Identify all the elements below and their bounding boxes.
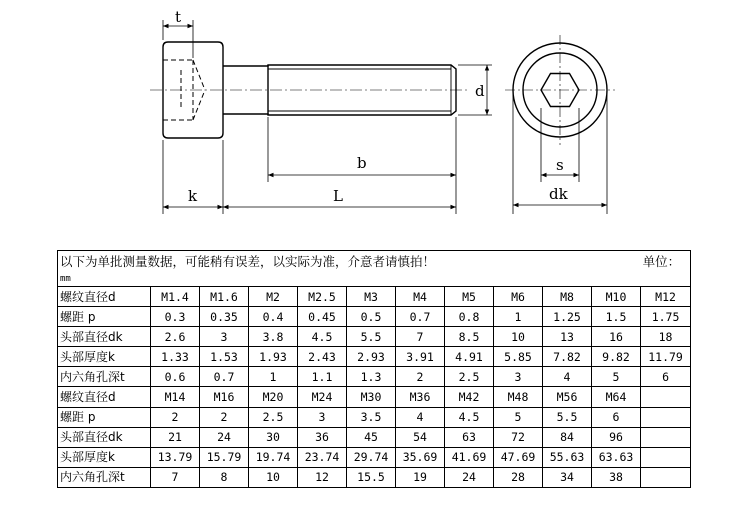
table-cell: M48	[494, 387, 543, 407]
table-cell: M56	[543, 387, 592, 407]
table-cell: 96	[592, 427, 641, 447]
table-cell: 1.33	[151, 347, 200, 367]
table-cell: 63	[445, 427, 494, 447]
table-cell: 47.69	[494, 447, 543, 467]
table-cell: 45	[347, 427, 396, 447]
table-cell: 38	[592, 467, 641, 487]
table-cell: M24	[298, 387, 347, 407]
table-cell: 5.85	[494, 347, 543, 367]
table-cell: 1.75	[641, 307, 691, 327]
table-cell: 19	[396, 467, 445, 487]
table-cell: 16	[592, 327, 641, 347]
unit-label: 单位：	[642, 253, 681, 269]
row-label: 头部厚度k	[58, 447, 151, 467]
note-row	[58, 251, 691, 273]
screw-technical-drawing	[0, 0, 750, 235]
table-row	[58, 327, 691, 347]
table-cell	[641, 447, 691, 467]
table-cell: 21	[151, 427, 200, 447]
row-label: 螺距 p	[58, 307, 151, 327]
table-cell: 0.4	[249, 307, 298, 327]
row-label: 头部直径dk	[58, 427, 151, 447]
table-cell: 72	[494, 427, 543, 447]
table-cell: 41.69	[445, 447, 494, 467]
dim-label-L: L	[333, 187, 343, 205]
table-cell: 8	[200, 467, 249, 487]
row-label: 螺距 p	[58, 407, 151, 427]
table-cell: 1.5	[592, 307, 641, 327]
table-cell: 29.74	[347, 447, 396, 467]
table-cell: 2	[151, 407, 200, 427]
table-row	[58, 447, 691, 467]
table-cell: 4	[543, 367, 592, 387]
table-cell: 19.74	[249, 447, 298, 467]
table-cell: 84	[543, 427, 592, 447]
table-cell: 1	[249, 367, 298, 387]
spec-table-body	[58, 286, 691, 487]
table-cell: M14	[151, 387, 200, 407]
table-cell: M10	[592, 286, 641, 306]
table-cell: 55.63	[543, 447, 592, 467]
table-cell: 30	[249, 427, 298, 447]
table-cell: 1.93	[249, 347, 298, 367]
unit-row	[58, 272, 691, 286]
table-cell: 8.5	[445, 327, 494, 347]
table-cell: 0.3	[151, 307, 200, 327]
table-cell: 3	[494, 367, 543, 387]
disclaimer-note: 以下为单批测量数据，可能稍有误差，以实际为准，介意者请慎拍！	[60, 253, 436, 269]
table-cell: 15.79	[200, 447, 249, 467]
table-cell: 7	[396, 327, 445, 347]
table-cell: M42	[445, 387, 494, 407]
table-cell	[641, 407, 691, 427]
table-cell: 4.5	[298, 327, 347, 347]
table-cell: 2.93	[347, 347, 396, 367]
dimension-labels	[175, 8, 569, 205]
table-cell: 3	[298, 407, 347, 427]
table-cell: 4.5	[445, 407, 494, 427]
table-cell: 63.63	[592, 447, 641, 467]
table-cell: M1.4	[151, 286, 200, 306]
table-cell: 1.53	[200, 347, 249, 367]
table-cell: 36	[298, 427, 347, 447]
row-label: 内六角孔深t	[58, 467, 151, 487]
table-cell: 10	[249, 467, 298, 487]
table-cell: 2	[396, 367, 445, 387]
table-row	[58, 307, 691, 327]
table-cell: M5	[445, 286, 494, 306]
table-cell: M16	[200, 387, 249, 407]
table-cell: 3.8	[249, 327, 298, 347]
row-label: 内六角孔深t	[58, 367, 151, 387]
table-cell: 5	[494, 407, 543, 427]
table-cell	[641, 387, 691, 407]
table-row	[58, 427, 691, 447]
table-cell: 11.79	[641, 347, 691, 367]
table-cell: 13	[543, 327, 592, 347]
dim-label-s: s	[556, 156, 564, 174]
table-cell: 34	[543, 467, 592, 487]
table-row	[58, 347, 691, 367]
table-cell: 0.7	[200, 367, 249, 387]
table-cell: 0.8	[445, 307, 494, 327]
table-cell: 7	[151, 467, 200, 487]
table-cell: 3.5	[347, 407, 396, 427]
table-cell: 9.82	[592, 347, 641, 367]
table-cell: 12	[298, 467, 347, 487]
table-cell: M1.6	[200, 286, 249, 306]
table-cell: 1.3	[347, 367, 396, 387]
table-cell: 35.69	[396, 447, 445, 467]
side-view-dimensions	[163, 20, 492, 214]
table-cell	[641, 467, 691, 487]
table-row	[58, 467, 691, 487]
table-cell: 10	[494, 327, 543, 347]
end-view	[505, 35, 615, 145]
table-cell: 28	[494, 467, 543, 487]
table-cell: 7.82	[543, 347, 592, 367]
row-label: 头部厚度k	[58, 347, 151, 367]
table-cell: 2.5	[249, 407, 298, 427]
dim-label-t: t	[175, 8, 182, 26]
table-row	[58, 367, 691, 387]
row-label: 螺纹直径d	[58, 286, 151, 306]
dim-label-b: b	[357, 154, 367, 172]
table-cell	[641, 427, 691, 447]
table-cell: 0.45	[298, 307, 347, 327]
table-cell: 5.5	[347, 327, 396, 347]
table-cell: 1.1	[298, 367, 347, 387]
table-cell: 2.5	[445, 367, 494, 387]
table-cell: M3	[347, 286, 396, 306]
row-label: 螺纹直径d	[58, 387, 151, 407]
table-cell: 0.5	[347, 307, 396, 327]
table-cell: 4.91	[445, 347, 494, 367]
table-cell: 0.7	[396, 307, 445, 327]
table-cell: 3.91	[396, 347, 445, 367]
table-cell: 13.79	[151, 447, 200, 467]
table-cell: 5.5	[543, 407, 592, 427]
table-cell: 23.74	[298, 447, 347, 467]
table-cell: M2.5	[298, 286, 347, 306]
dim-label-k: k	[188, 187, 198, 205]
table-cell: 1.25	[543, 307, 592, 327]
table-cell: 6	[641, 367, 691, 387]
table-cell: M64	[592, 387, 641, 407]
row-label: 头部直径dk	[58, 327, 151, 347]
table-row	[58, 387, 691, 407]
dim-label-dk: dk	[549, 185, 568, 203]
table-cell: 2	[200, 407, 249, 427]
table-cell: 15.5	[347, 467, 396, 487]
table-cell: M12	[641, 286, 691, 306]
table-cell: M8	[543, 286, 592, 306]
side-view	[150, 42, 470, 138]
table-cell: 0.35	[200, 307, 249, 327]
table-cell: M36	[396, 387, 445, 407]
table-cell: 5	[592, 367, 641, 387]
table-cell: M2	[249, 286, 298, 306]
table-cell: 0.6	[151, 367, 200, 387]
table-cell: 3	[200, 327, 249, 347]
table-cell: 6	[592, 407, 641, 427]
table-cell: 1	[494, 307, 543, 327]
table-cell: 2.43	[298, 347, 347, 367]
table-cell: 54	[396, 427, 445, 447]
table-cell: 24	[445, 467, 494, 487]
table-cell: 4	[396, 407, 445, 427]
table-row	[58, 407, 691, 427]
dim-label-d: d	[475, 82, 485, 100]
table-cell: 24	[200, 427, 249, 447]
unit-value: mm	[58, 272, 691, 286]
table-row	[58, 286, 691, 306]
table-cell: 2.6	[151, 327, 200, 347]
table-cell: 18	[641, 327, 691, 347]
table-cell: M4	[396, 286, 445, 306]
table-cell: M6	[494, 286, 543, 306]
spec-table	[57, 250, 691, 488]
table-cell: M30	[347, 387, 396, 407]
table-cell: M20	[249, 387, 298, 407]
